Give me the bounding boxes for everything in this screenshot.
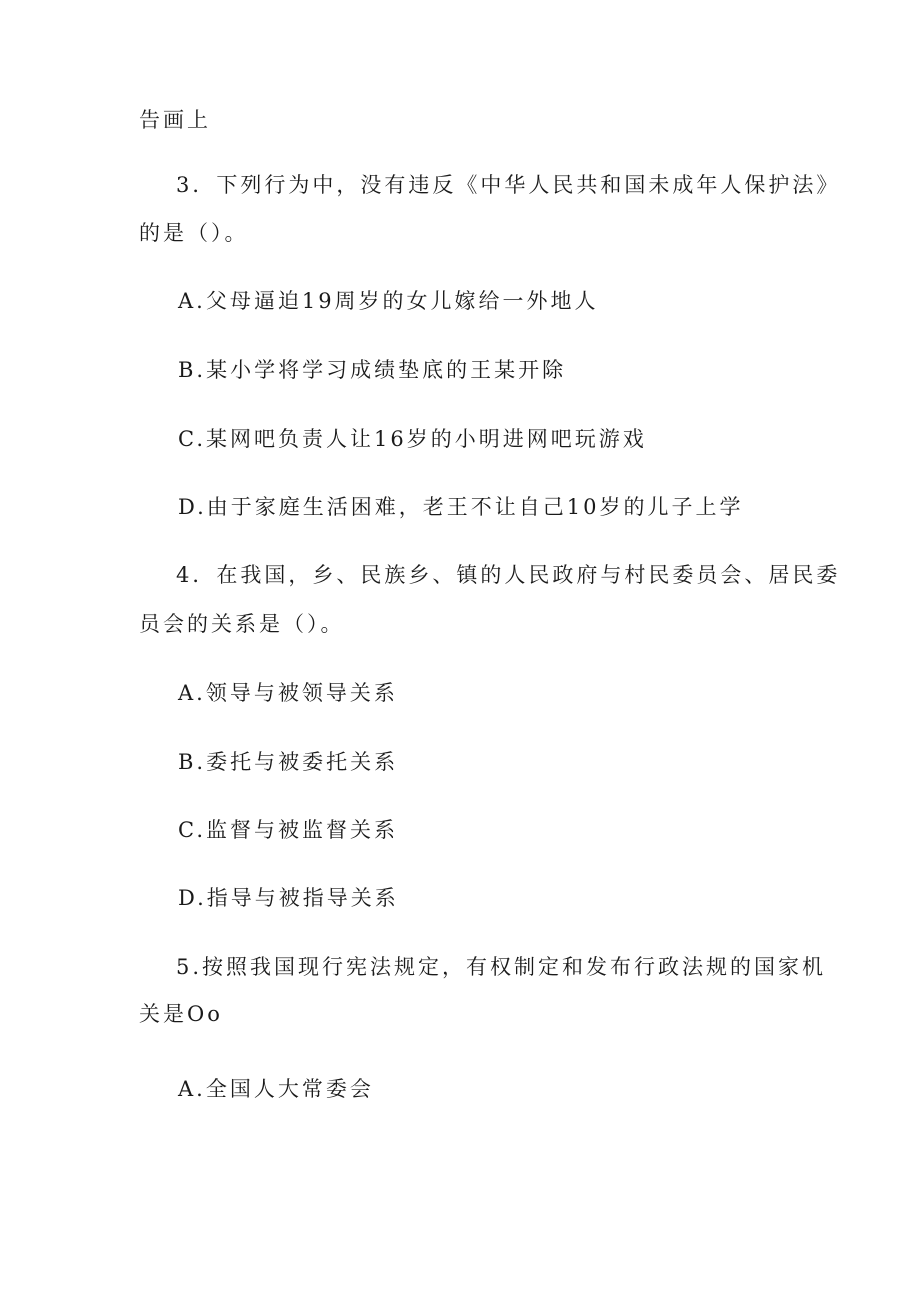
question-4-option-a: A.领导与被领导关系 — [178, 681, 398, 705]
question-3-option-d: D.由于家庭生活困难，老王不让自己10岁的儿子上学 — [178, 495, 744, 519]
question-4-text-continued: 员会的关系是（）。 — [139, 612, 345, 636]
question-3-text-continued: 的是（）。 — [139, 221, 249, 245]
question-3-option-b: B.某小学将学习成绩垫底的王某开除 — [178, 358, 567, 382]
question-5-text-continued: 关是Oo — [139, 1002, 223, 1026]
question-4-text: 4．在我国，乡、民族乡、镇的人民政府与村民委员会、居民委 — [176, 563, 841, 587]
question-4-option-c: C.监督与被监督关系 — [178, 818, 398, 842]
question-3-option-a: A.父母逼迫19周岁的女儿嫁给一外地人 — [178, 289, 599, 313]
question-5-text: 5.按照我国现行宪法规定，有权制定和发布行政法规的国家机 — [176, 955, 827, 979]
question-3-text: 3．下列行为中，没有违反《中华人民共和国未成年人保护法》 — [176, 173, 841, 197]
question-4-option-b: B.委托与被委托关系 — [178, 750, 399, 774]
question-5-option-a: A.全国人大常委会 — [178, 1077, 374, 1101]
question-3-option-c: C.某网吧负责人让16岁的小明进网吧玩游戏 — [178, 427, 647, 451]
question-4-option-d: D.指导与被指导关系 — [178, 886, 399, 910]
previous-question-continuation: 告画上 — [139, 108, 211, 132]
